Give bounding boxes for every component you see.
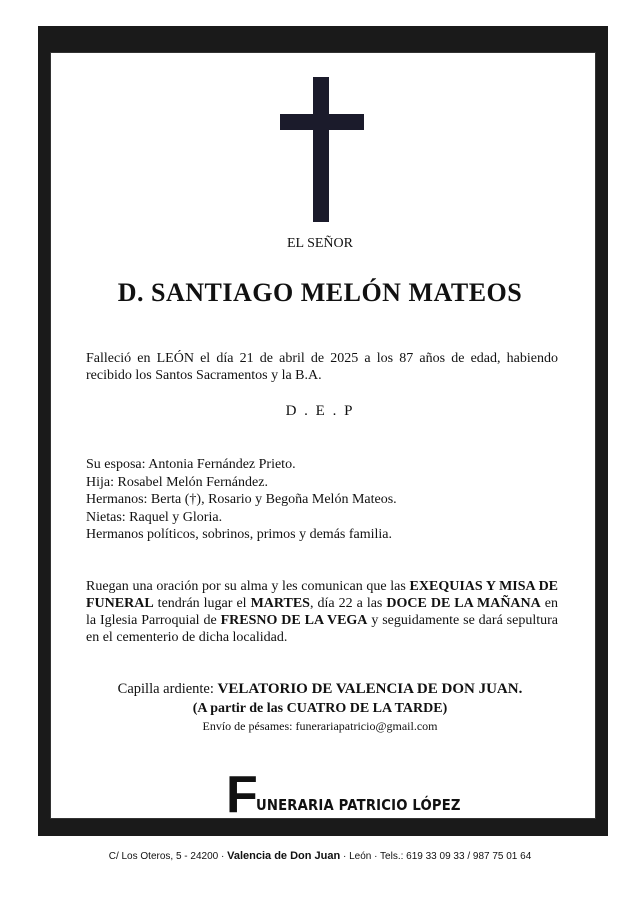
family-line: Su esposa: Antonia Fernández Prieto. [86, 457, 296, 472]
title-label: EL SEÑOR [287, 236, 353, 251]
family-line: Nietas: Raquel y Gloria. [86, 509, 223, 525]
chapel-line: Capilla ardiente: VELATORIO DE VALENCIA DE DON JUAN. [117, 681, 523, 697]
family-line: Hermanos: Berta (†), Rosario y Begoña Melón Mateos. [86, 492, 397, 507]
ceremony-paragraph: Ruegan una oración por su alma y les comunican que las EXEQUIAS Y MISA DE FUNERAL tendrán lugar el MARTES, día 22 a las DOCE DE LA MAÑANA en la Iglesia Parroquial de FRESNO DE LA VEGA y seguidamente se dará sepultura en el cementerio de dicha localidad. [86, 579, 559, 645]
footer-address: C/ Los Oteros, 5 - 24200 · Valencia de Don Juan · León · Tels.: 619 33 09 33 / 987 75 01 64 [108, 850, 532, 862]
chapel-time: (A partir de las CUATRO DE LA TARDE) [192, 701, 448, 716]
logo-text: UNERARIA PATRICIO LÓPEZ [256, 796, 461, 814]
chapel-place: VELATORIO DE VALENCIA DE DON JUAN. [217, 681, 523, 697]
family-line: Hermanos políticos, sobrinos, primos y demás familia. [86, 527, 393, 542]
deceased-name: D. SANTIAGO MELÓN MATEOS [117, 278, 523, 307]
family-list [86, 456, 397, 544]
condolence-email: Envío de pésames: funerariapatricio@gmail.com [202, 719, 438, 733]
family-line: Hija: Rosabel Melón Fernández. [86, 474, 268, 490]
latin-cross-icon [280, 77, 364, 222]
dep-text: D . E . P [285, 403, 355, 419]
death-notice: Falleció en LEÓN el día 21 de abril de 2025 a los 87 años de edad, habiendo recibido los Santos Sacramentos y la B.A. [86, 351, 558, 383]
footer-town: Valencia de Don Juan [227, 850, 341, 862]
logo-initial: F [226, 766, 258, 824]
